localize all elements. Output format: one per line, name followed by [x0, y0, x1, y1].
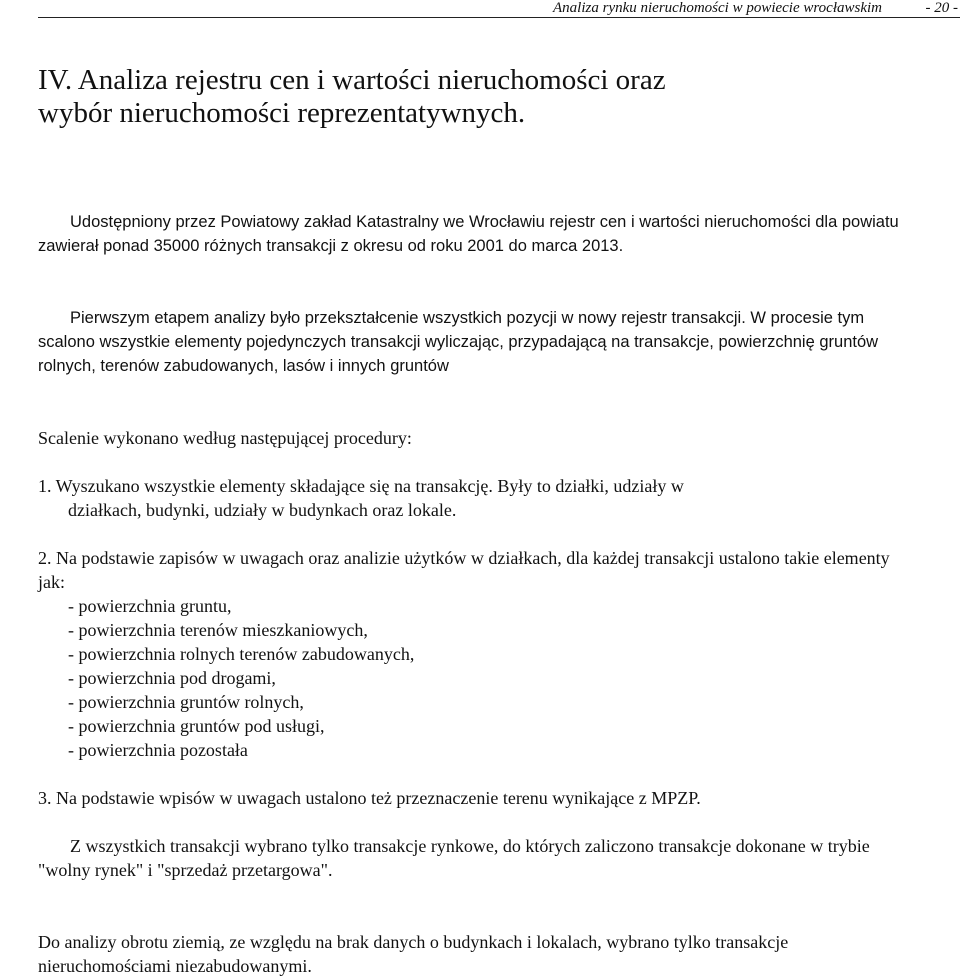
paragraph-first-stage-rest: W procesie tym scalono wszystkie elementy pojedynczych transakcji wyliczając, przypadającą na transakcje, powierzchnię gruntów rolnych, terenów zabudowanych, lasów i innych gruntów	[38, 309, 879, 375]
list-item: - powierzchnia gruntu,	[68, 596, 232, 616]
page-number: - 20 -	[925, 0, 958, 16]
list-item: - powierzchnia gruntów pod usługi,	[68, 716, 325, 736]
procedure-step-2-list	[38, 594, 918, 762]
procedure-step-1-line-2: działkach, budynki, udziały w budynkach oraz lokale.	[68, 500, 457, 520]
list-item: - powierzchnia pod drogami,	[68, 668, 276, 688]
paragraph-procedure-intro: Scalenie wykonano według następującej procedury:	[38, 428, 412, 448]
paragraph-first-stage-lead: Pierwszym etapem analizy było przekształcenie wszystkich pozycji w nowy rejestr transakcji.	[70, 309, 746, 327]
header-divider	[38, 17, 960, 18]
section-title	[38, 64, 938, 130]
list-item: - powierzchnia rolnych terenów zabudowanych,	[68, 644, 415, 664]
procedure-step-1-line-1: 1. Wyszukano wszystkie elementy składające się na transakcję. Były to działki, udziały w	[38, 476, 684, 496]
procedure-step-1	[38, 474, 918, 522]
header-title: Analiza rynku nieruchomości w powiecie wrocławskim	[553, 0, 882, 16]
page-header	[0, 0, 960, 18]
list-item: - powierzchnia gruntów rolnych,	[68, 692, 304, 712]
paragraph-land-analysis: Do analizy obrotu ziemią, ze względu na brak danych o budynkach i lokalach, wybrano tylko transakcje nieruchomościami niezabudowanymi.	[38, 932, 789, 976]
list-item: - powierzchnia pozostała	[68, 740, 248, 760]
procedure-step-2	[38, 546, 918, 762]
procedure-step-3: 3. Na podstawie wpisów w uwagach ustalono też przeznaczenie terenu wynikające z MPZP.	[38, 788, 701, 808]
paragraph-first-stage	[38, 306, 918, 378]
paragraph-market-transactions: Z wszystkich transakcji wybrano tylko transakcje rynkowe, do których zaliczono transakcje dokonane w trybie "wolny rynek" i "sprzedaż przetargowa".	[38, 836, 870, 880]
section-title-line-1: IV. Analiza rejestru cen i wartości nieruchomości oraz	[38, 64, 666, 96]
paragraph-intro: Udostępniony przez Powiatowy zakład Katastralny we Wrocławiu rejestr cen i wartości nieruchomości dla powiatu zawierał ponad 35000 różnych transakcji z okresu od roku 2001 do marca 2013.	[38, 213, 899, 255]
list-item: - powierzchnia terenów mieszkaniowych,	[68, 620, 368, 640]
section-title-line-2: wybór nieruchomości reprezentatywnych.	[38, 97, 526, 129]
procedure-step-2-intro: 2. Na podstawie zapisów w uwagach oraz analizie użytków w działkach, dla każdej transakcji ustalono takie elementy jak:	[38, 548, 890, 592]
